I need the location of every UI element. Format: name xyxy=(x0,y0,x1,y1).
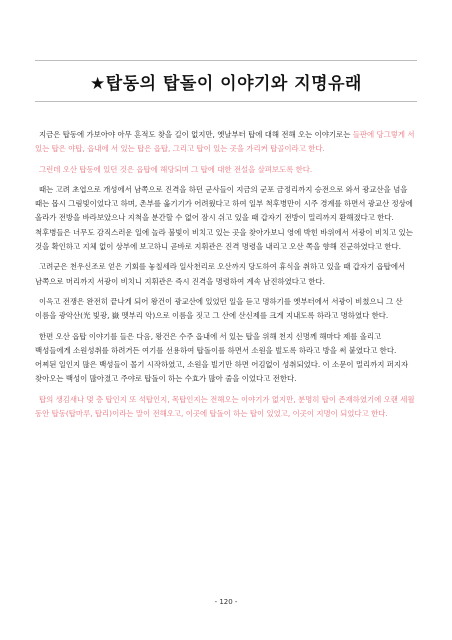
paragraph-text: 지금은 탑동에 가보아야 아무 흔적도 찾을 길이 없지만, 옛날부터 탑에 대해 전해 오는 이야기로는 xyxy=(39,130,353,139)
paragraph-text: 이윽고 전쟁은 완전히 끝나게 되어 왕건이 광교산에 있었던 일을 듣고 명하기를 옛부터에서 서광이 비쳤으니 그 산 이름을 광악산(光 빛광, 嶽 멧부리 악)으로 이름을 짓고 그 산에 산신제를 크게 지내도록 하라고 명하였다 한다. xyxy=(35,296,403,321)
body-text xyxy=(35,128,418,427)
title-box xyxy=(35,60,417,102)
paragraph xyxy=(35,260,418,289)
paragraph xyxy=(35,330,418,387)
paragraph xyxy=(35,295,418,324)
paragraph-text: 때는 고려 초엽으로 개성에서 남쪽으로 진격을 하던 군사들이 지금의 군포 금정리까지 승전으로 와서 광교산을 넘을 때는 몹시 그림빛이었다고 하며, 촌부를 옮기기가 어려웠다고 하여 일부 척후병만이 시주 경계를 하면서 광교산 정상에 올라가 전방을 바라보았으나 지척을 분간할 수 없어 잠시 쉬고 있을 때 갑자기 전방이 밀리까지 환해졌다고 한다. 척후병들은 너무도 감직스러운 일에 놀라 불빛이 비치고 있는 곳을 찾아가보니 영에 박힌 바위에서 서광이 비치고 있는 것을 확인하고 지체 없이 상부에 보고하니 곧바로 지휘관은 진격 명령을 내리고 오산 쪽을 향해 진군하였다고 한다. xyxy=(35,184,413,252)
paragraph xyxy=(35,393,418,422)
highlighted-text: 그런데 오산 탑동에 있던 것은 읍탑에 해당되며 그 탑에 대한 전설을 살펴보도록 한다. xyxy=(39,164,313,174)
page-number: - 120 - xyxy=(214,598,238,606)
paragraph-text: 한편 오산 읍탑 이야기를 들은 다음, 왕건은 수주 읍내에 서 있는 탑을 위해 천지 신명께 해마다 제를 올리고 백성들에게 소원성취를 하려거든 여기를 선용하여 탑돌이를 하면서 소원을 빌도록 하라고 방을 써 붙였다고 한다. 어찌된 일인지 많은 백성들이 몰기 시작하였고, 소원을 빌기만 하면 어김없이 성취되었다. 이 소문이 멀리까지 퍼지자 찾아오는 백성이 많아졌고 주야로 탑돌이 하는 수효가 많아 줄을 이었다고 전한다. xyxy=(35,331,409,384)
highlighted-text: 탑의 생김새나 몇 층 탑인지 또 석탑인지, 목탑인지는 전해오는 이야기가 없지만, 분명히 탑이 존재하였기에 오랜 세월 동안 탑동(탑마루, 탑리)이라는 말이 전해오고, 이곳에 탑돌이 하는 탑이 있었고, 이곳이 지명이 되었다고 한다. xyxy=(35,394,415,419)
paragraph-text: 고려군은 천우신조로 얻은 기회를 놓칠세라 일사천리로 오산까지 당도하여 휴식을 취하고 있을 때 갑자기 읍탑에서 남쪽으로 머리까지 서광이 비치니 지휘관은 즉시 진격을 명령하여 계속 남진하였다고 한다. xyxy=(35,262,406,286)
paragraph xyxy=(35,183,418,254)
page-title: ★탑동의 탑돌이 이야기와 지명유래 xyxy=(90,73,362,94)
paragraph xyxy=(35,163,418,177)
paragraph xyxy=(35,128,418,157)
highlighted-text: 들판에 당그렇게 서 있는 탑은 야탑, 읍내에 서 있는 탑은 읍탑, 그리고 탑이 있는 곳을 가리켜 탑골이라고 한다. xyxy=(35,130,415,154)
